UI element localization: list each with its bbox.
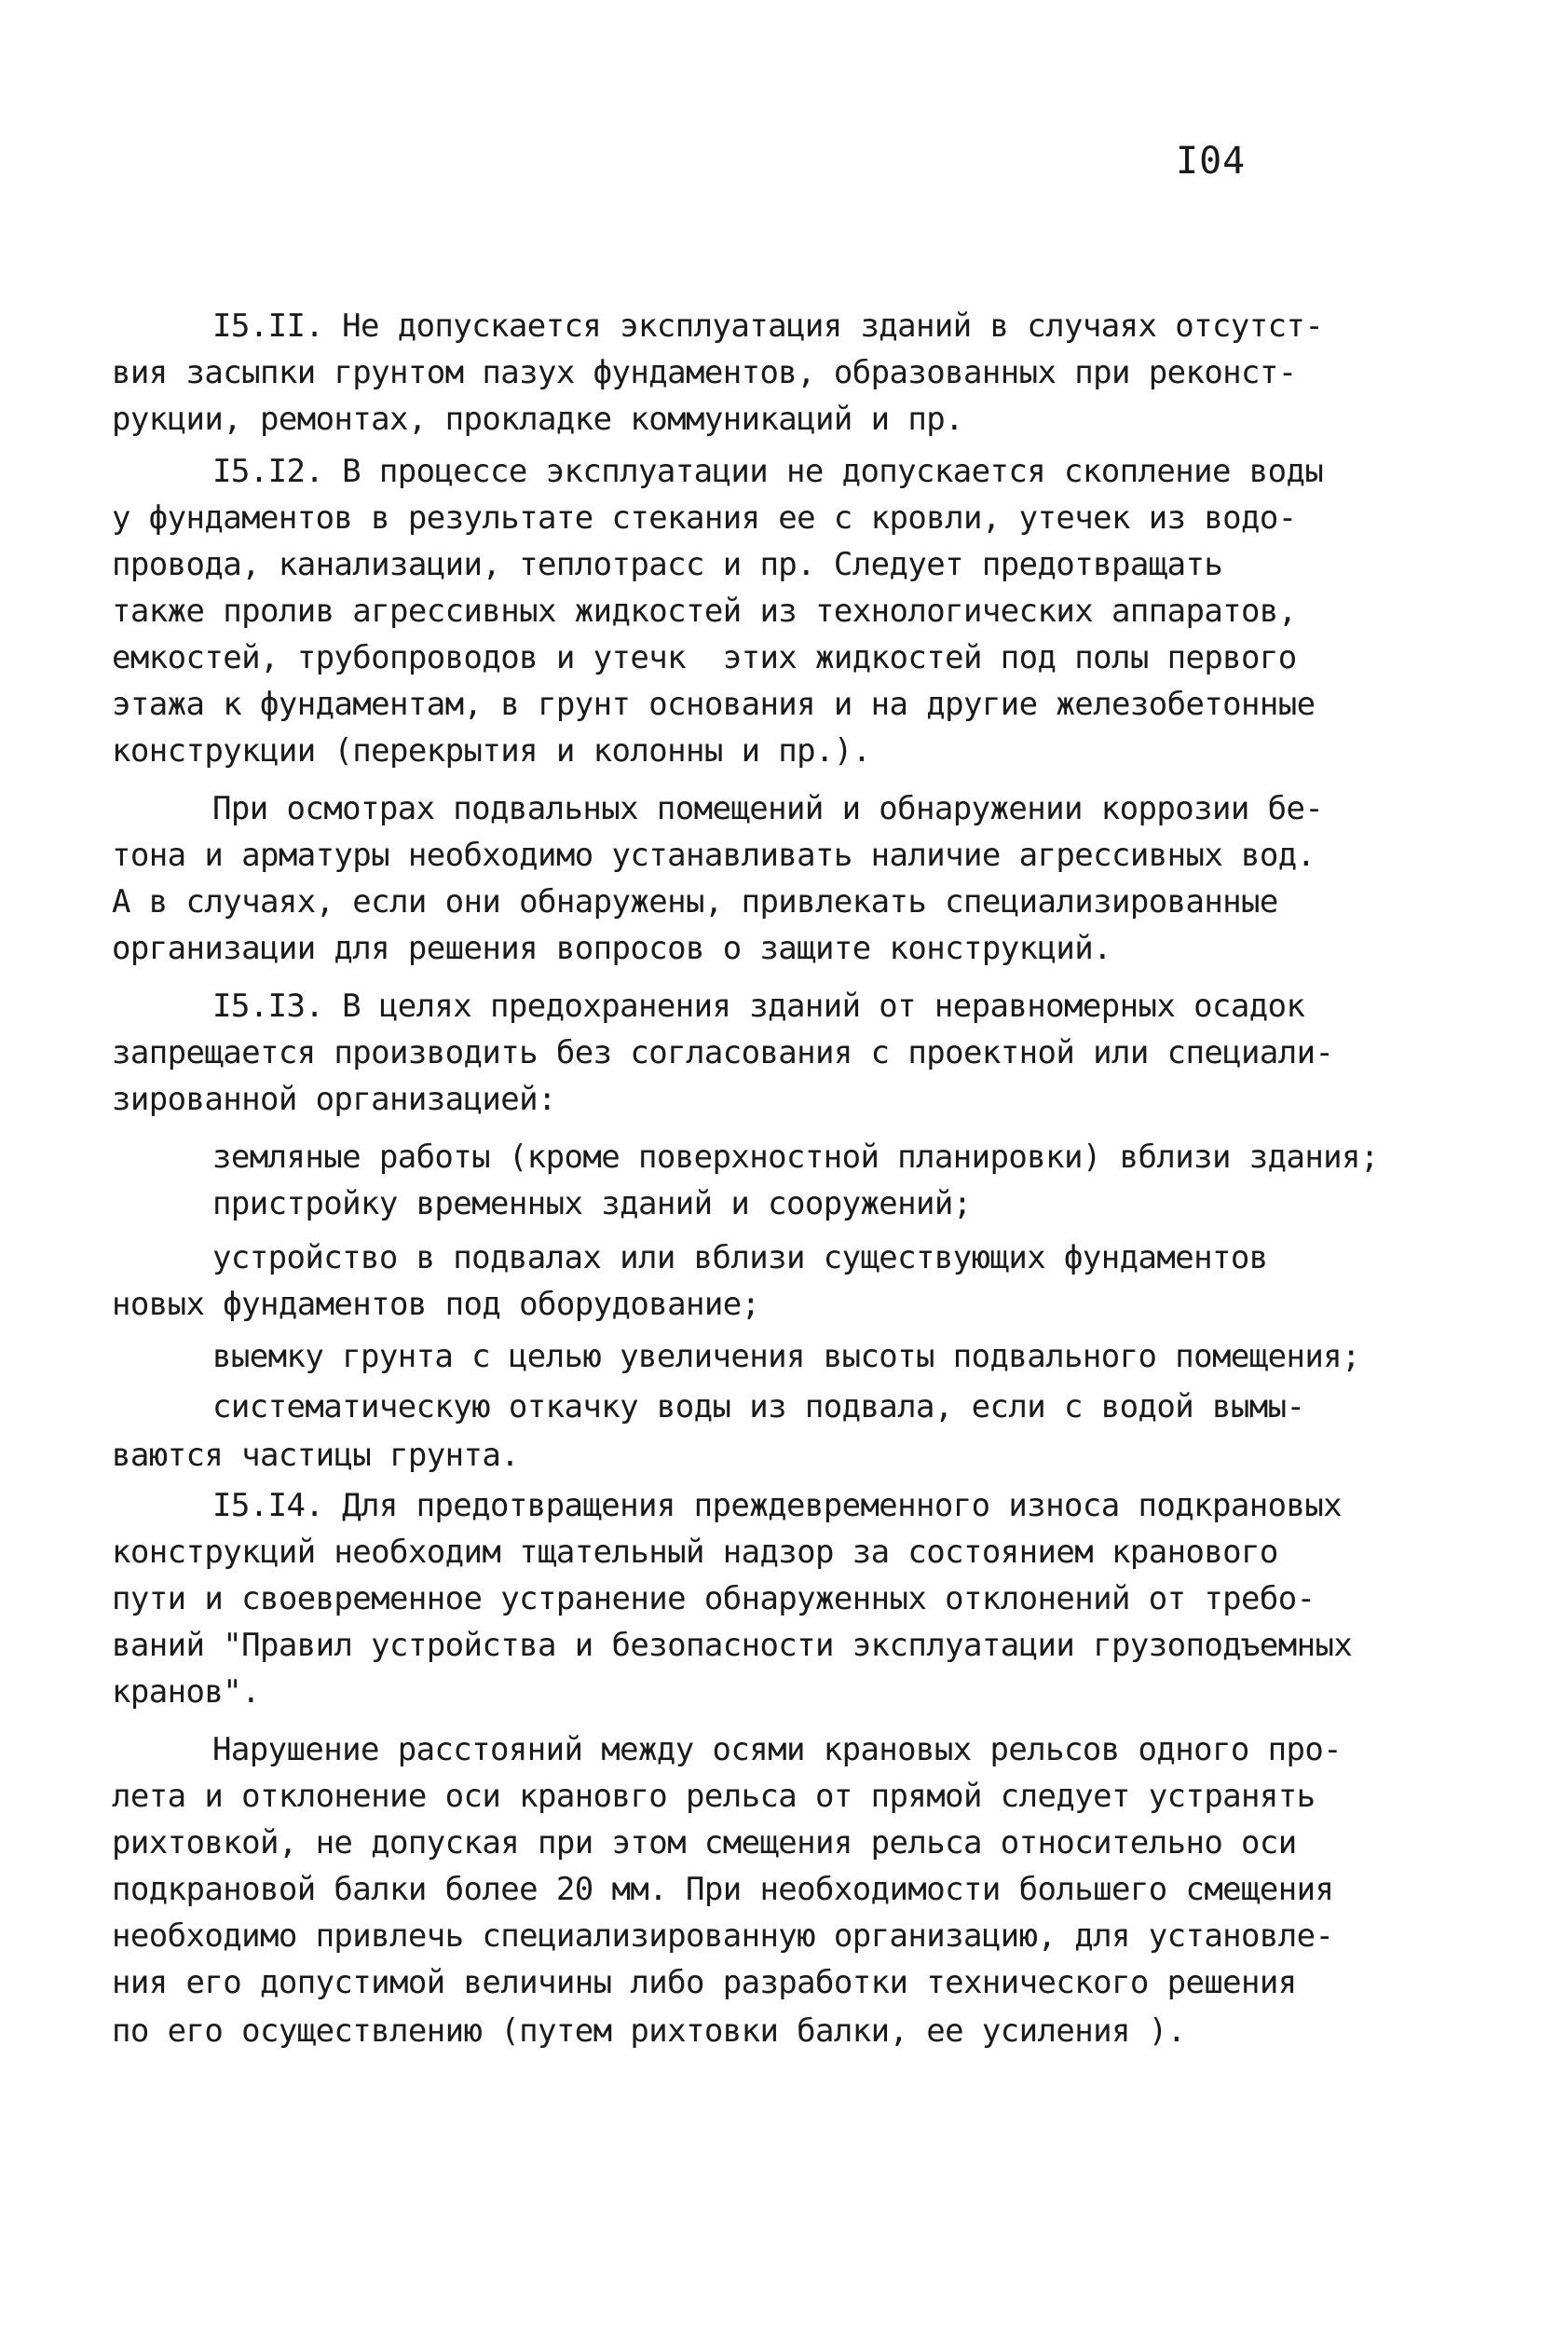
text-line: вия засыпки грунтом пазух фундаментов, образованных при реконст- bbox=[112, 354, 1297, 391]
text-line: запрещается производить без согласования с проектной или специали- bbox=[112, 1034, 1334, 1071]
text-line: конструкции (перекрытия и колонны и пр.). bbox=[112, 732, 871, 770]
text-line: При осмотрах подвальных помещений и обнаружении коррозии бе- bbox=[212, 790, 1324, 827]
text-line: I5.I4. Для предотвращения преждевременного износа подкрановых bbox=[212, 1487, 1343, 1524]
text-line: выемку грунта с целью увеличения высоты подвального помещения; bbox=[212, 1338, 1360, 1375]
text-line: I5.II. Не допускается эксплуатация зданий в случаях отсутст- bbox=[212, 307, 1324, 345]
text-line: рукции, ремонтах, прокладке коммуникаций и пр. bbox=[112, 401, 964, 438]
text-line: А в случаях, если они обнаружены, привлекать специализированные bbox=[112, 883, 1278, 921]
text-line: тона и арматуры необходимо устанавливать наличие агрессивных вод. bbox=[112, 837, 1316, 874]
text-line: новых фундаментов под оборудование; bbox=[112, 1286, 760, 1323]
text-line: I5.I3. В целях предохранения зданий от неравномерных осадок bbox=[212, 988, 1305, 1025]
text-line: конструкций необходим тщательный надзор за состоянием кранового bbox=[112, 1534, 1278, 1571]
text-line: устройство в подвалах или вблизи существующих фундаментов bbox=[212, 1239, 1268, 1276]
text-line: зированной организацией: bbox=[112, 1081, 556, 1118]
text-line: ваний "Правил устройства и безопасности эксплуатации грузоподъемных bbox=[112, 1627, 1353, 1664]
text-line: провода, канализации, теплотрасс и пр. Следует предотвращать bbox=[112, 546, 1223, 583]
text-line: пристройку временных зданий и сооружений; bbox=[212, 1185, 972, 1222]
text-line: этажа к фундаментам, в грунт основания и на другие железобетонные bbox=[112, 686, 1316, 723]
text-line: у фундаментов в результате стекания ее с кровли, утечек из водо- bbox=[112, 499, 1297, 537]
text-line: кранов". bbox=[112, 1673, 260, 1711]
text-line: ваются частицы грунта. bbox=[112, 1437, 520, 1474]
page-number: I04 bbox=[1176, 140, 1247, 183]
text-line: пути и своевременное устранение обнаруженных отклонений от требо- bbox=[112, 1580, 1316, 1617]
text-line: земляные работы (кроме поверхностной планировки) вблизи здания; bbox=[212, 1139, 1379, 1176]
text-line: необходимо привлечь специализированную организацию, для установле- bbox=[112, 1917, 1334, 1955]
text-line: I5.I2. В процессе эксплуатации не допускается скопление воды bbox=[212, 453, 1324, 490]
text-line: систематическую откачку воды из подвала, если с водой вымы- bbox=[212, 1388, 1305, 1425]
text-line: емкостей, трубопроводов и утечк этих жидкостей под полы первого bbox=[112, 639, 1297, 676]
text-line: по его осуществлению (путем рихтовки балки, ее усиления ). bbox=[112, 2012, 1186, 2050]
text-line: рихтовкой, не допуская при этом смещения рельса относительно оси bbox=[112, 1824, 1297, 1862]
text-line: лета и отклонение оси крановго рельса от прямой следует устранять bbox=[112, 1778, 1316, 1815]
text-line: подкрановой балки более 20 мм. При необходимости большего смещения bbox=[112, 1871, 1334, 1908]
text-line: организации для решения вопросов о защите конструкций. bbox=[112, 930, 1111, 967]
text-line: Нарушение расстояний между осями крановых рельсов одного про- bbox=[212, 1731, 1343, 1768]
text-line: ния его допустимой величины либо разработки технического решения bbox=[112, 1964, 1297, 2001]
text-line: также пролив агрессивных жидкостей из технологических аппаратов, bbox=[112, 593, 1297, 630]
